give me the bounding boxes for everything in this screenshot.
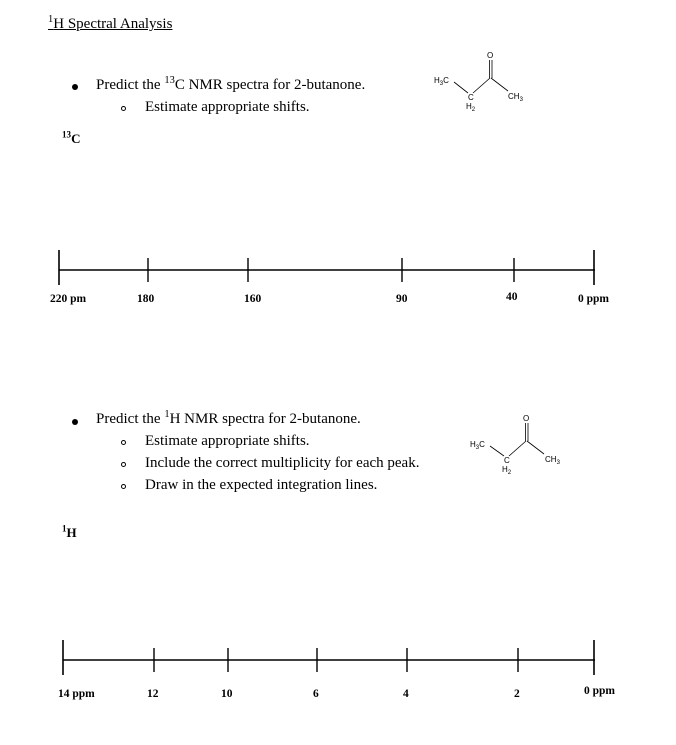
- molecule-structure: [430, 48, 550, 112]
- h1-axis-label: 2: [514, 688, 520, 700]
- ch2-c-label: C: [468, 93, 474, 102]
- h1-axis-label: 6: [313, 688, 319, 700]
- ch3-label: $CH_3$: [545, 455, 560, 466]
- h1-axis-label: 0 ppm: [584, 685, 615, 697]
- bullet-dot: [72, 419, 78, 425]
- molecule-structure: [468, 410, 588, 474]
- bullet-dot: [72, 84, 78, 90]
- h1-sub-item: Include the correct multiplicity for each peak.: [145, 455, 420, 471]
- oxygen-label: O: [487, 51, 494, 60]
- c13-axis-label: 90: [396, 293, 408, 305]
- h1-axis-label: 14 ppm: [58, 688, 95, 700]
- ch3-label: $CH_3$: [508, 92, 523, 103]
- h1-axis-label: 10: [221, 688, 233, 700]
- c13-axis-label: 160: [244, 293, 262, 305]
- h1-question: Predict the $^1$H NMR spectra for 2-butanone.: [96, 409, 361, 427]
- sub-bullet-ring: [121, 440, 126, 445]
- c13-question: Predict the $^{13}$C NMR spectra for 2-butanone.: [96, 75, 366, 93]
- sub-bullet-ring: [121, 484, 126, 489]
- c13-axis-label: 180: [137, 293, 155, 305]
- c13-ppm-axis: [0, 240, 676, 290]
- c13-axis-label: 40: [506, 291, 518, 303]
- h1-ppm-axis: [0, 630, 676, 680]
- h1-sub-item: Draw in the expected integration lines.: [145, 477, 378, 493]
- c13-axis-label: 220 pm: [50, 293, 87, 305]
- sub-bullet-ring: [121, 106, 126, 111]
- h1-axis-label: 4: [403, 688, 409, 700]
- h1-nucleus-label: $^1$H: [62, 523, 77, 540]
- c13-axis-label: 0 ppm: [578, 293, 609, 305]
- oxygen-label: O: [523, 414, 530, 423]
- c13-sub-item: Estimate appropriate shifts.: [145, 99, 310, 115]
- h3c-label: $H_3C$: [470, 440, 485, 451]
- h1-axis-label: 12: [147, 688, 159, 700]
- ch2-h-label: $H_2$: [502, 465, 512, 474]
- h1-sub-item: Estimate appropriate shifts.: [145, 433, 310, 449]
- page-title: $^1$H Spectral Analysis: [48, 14, 173, 32]
- h3c-label: $H_3C$: [434, 76, 449, 87]
- sub-bullet-ring: [121, 462, 126, 467]
- c13-nucleus-label: $^{13}$C: [62, 129, 81, 146]
- ch2-c-label: C: [504, 456, 510, 465]
- ch2-h-label: $H_2$: [466, 102, 476, 112]
